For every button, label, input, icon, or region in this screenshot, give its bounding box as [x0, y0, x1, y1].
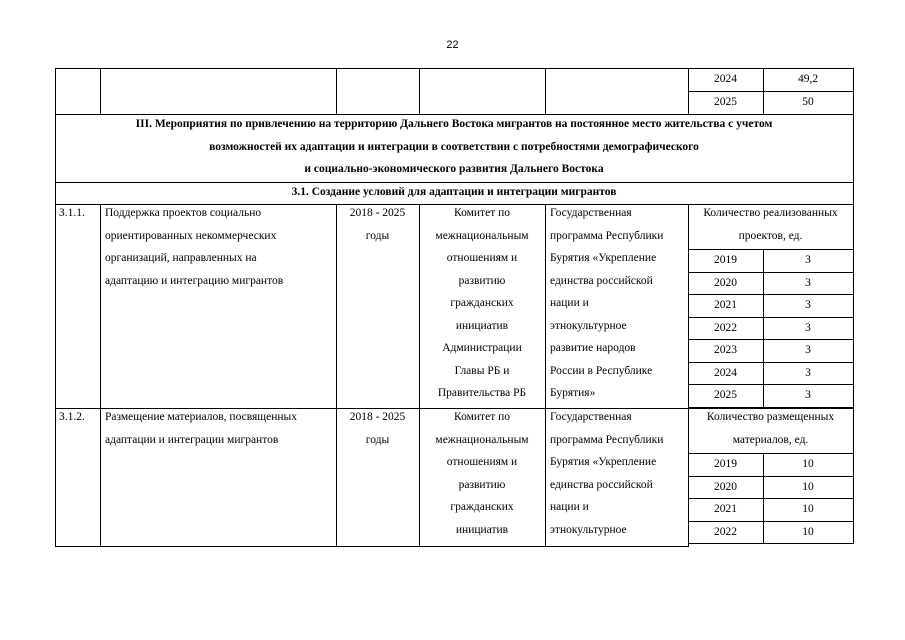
value-label: 3: [805, 389, 811, 401]
item-period-line: годы: [365, 229, 390, 242]
item-program-line: Государственная: [550, 411, 632, 423]
item-program-line: Государственная: [550, 207, 632, 219]
item-program-line: Бурятия «Укрепление: [550, 252, 657, 264]
item-program-line: нации и: [550, 501, 589, 513]
year-label: 2022: [714, 525, 737, 538]
section-heading: [55, 113, 853, 181]
item-period: [336, 202, 419, 247]
section-heading-line: возможностей их адаптации и интеграции в соответствии с потребностями демографического: [209, 140, 699, 153]
item-program-line: нации и: [550, 297, 589, 309]
value-label: 3: [805, 276, 811, 289]
section-heading-line: и социально-экономического развития Дальнего Востока: [304, 163, 604, 175]
item-description: [105, 406, 333, 451]
cell-program: [545, 68, 689, 115]
item-number: 3.1.2.: [59, 411, 85, 423]
item-indicator-line: проектов, ед.: [738, 229, 803, 242]
value-label: 10: [802, 480, 814, 493]
item-period-line: 2018 - 2025: [349, 411, 406, 423]
value-label: 49,2: [797, 73, 819, 85]
value-label: 3: [805, 344, 811, 356]
item-program-line: России в Республике: [550, 364, 653, 377]
item-program-line: этнокультурное: [550, 523, 627, 536]
item-executor-line: Комитет по: [454, 207, 510, 219]
item-indicator: [688, 202, 853, 247]
value-label: 10: [802, 458, 814, 470]
subsection-heading: 3.1. Создание условий для адаптации и интеграции мигрантов: [291, 186, 617, 198]
item-executor-line: развитию: [458, 274, 506, 287]
value-label: 3: [805, 321, 811, 334]
item-description-line: ориентированных некоммерческих: [105, 229, 277, 242]
item-description-line: Поддержка проектов социально: [105, 207, 262, 219]
item-executor-line: развитию: [458, 478, 506, 491]
cell-description: [100, 68, 337, 115]
item-executor-line: межнациональным: [435, 433, 529, 446]
value-label: 3: [805, 366, 811, 379]
value-label: 50: [802, 96, 814, 108]
item-program-line: программа Республики: [550, 229, 664, 242]
year-label: 2021: [714, 503, 737, 515]
item-executor-line: отношениям и: [446, 456, 518, 468]
item-executor-line: отношениям и: [446, 252, 518, 264]
year-label: 2020: [714, 276, 737, 289]
item-program-line: Бурятия»: [550, 387, 596, 399]
item-executor: [419, 202, 545, 405]
item-indicator-line: Количество размещенных: [706, 411, 835, 423]
item-executor-line: межнациональным: [435, 229, 529, 242]
item-program-line: единства российской: [550, 274, 653, 287]
year-label: 2021: [714, 299, 737, 311]
year-label: 2025: [714, 96, 737, 108]
item-description-line: организаций, направленных на: [105, 252, 257, 264]
item-indicator: [688, 406, 853, 451]
item-executor-line: Правительства РБ: [437, 387, 527, 399]
cell-executor: [419, 68, 546, 115]
item-executor-line: Администрации: [442, 342, 522, 354]
item-period: [336, 406, 419, 451]
year-label: 2023: [714, 344, 737, 356]
value-label: 3: [805, 254, 811, 266]
item-description: [105, 202, 333, 292]
item-number: 3.1.1.: [59, 207, 85, 219]
section-heading-line: III. Мероприятия по привлечению на территорию Дальнего Востока мигрантов на постоянное место жительства с учетом: [135, 118, 773, 130]
item-number-cell: [55, 204, 101, 409]
cell-number: [55, 68, 101, 115]
item-program-line: Бурятия «Укрепление: [550, 456, 657, 468]
item-indicator-line: Количество реализованных: [703, 207, 838, 219]
item-number-cell: [55, 408, 101, 547]
year-label: 2019: [714, 458, 737, 470]
item-executor-line: инициатив: [455, 523, 509, 536]
year-label: 2020: [714, 480, 737, 493]
item-executor-line: гражданских: [450, 501, 514, 513]
item-description-line: адаптации и интеграции мигрантов: [105, 433, 279, 446]
item-description-line: адаптацию и интеграцию мигрантов: [105, 274, 284, 287]
item-period-line: годы: [365, 433, 390, 446]
page-number: 22: [446, 39, 459, 51]
item-executor-line: Главы РБ и: [454, 364, 510, 377]
year-label: 2019: [714, 254, 737, 266]
item-program-line: этнокультурное: [550, 319, 627, 332]
year-label: 2025: [714, 389, 737, 401]
value-label: 3: [805, 299, 811, 311]
item-program-line: программа Республики: [550, 433, 664, 446]
year-label: 2024: [714, 366, 737, 379]
cell-period: [336, 68, 420, 115]
item-executor: [419, 406, 545, 541]
value-label: 10: [802, 525, 814, 538]
item-executor-line: инициатив: [455, 319, 509, 332]
item-description-line: Размещение материалов, посвященных: [105, 411, 298, 423]
item-program: [550, 202, 685, 405]
item-program: [550, 406, 685, 541]
value-label: 10: [802, 503, 814, 515]
item-indicator-line: материалов, ед.: [732, 433, 809, 446]
item-program-line: развитие народов: [550, 342, 636, 354]
item-program-line: единства российской: [550, 478, 653, 491]
item-period-line: 2018 - 2025: [349, 207, 406, 219]
year-label: 2022: [714, 321, 737, 334]
year-label: 2024: [714, 73, 737, 85]
item-executor-line: Комитет по: [454, 411, 510, 423]
item-executor-line: гражданских: [450, 297, 514, 309]
